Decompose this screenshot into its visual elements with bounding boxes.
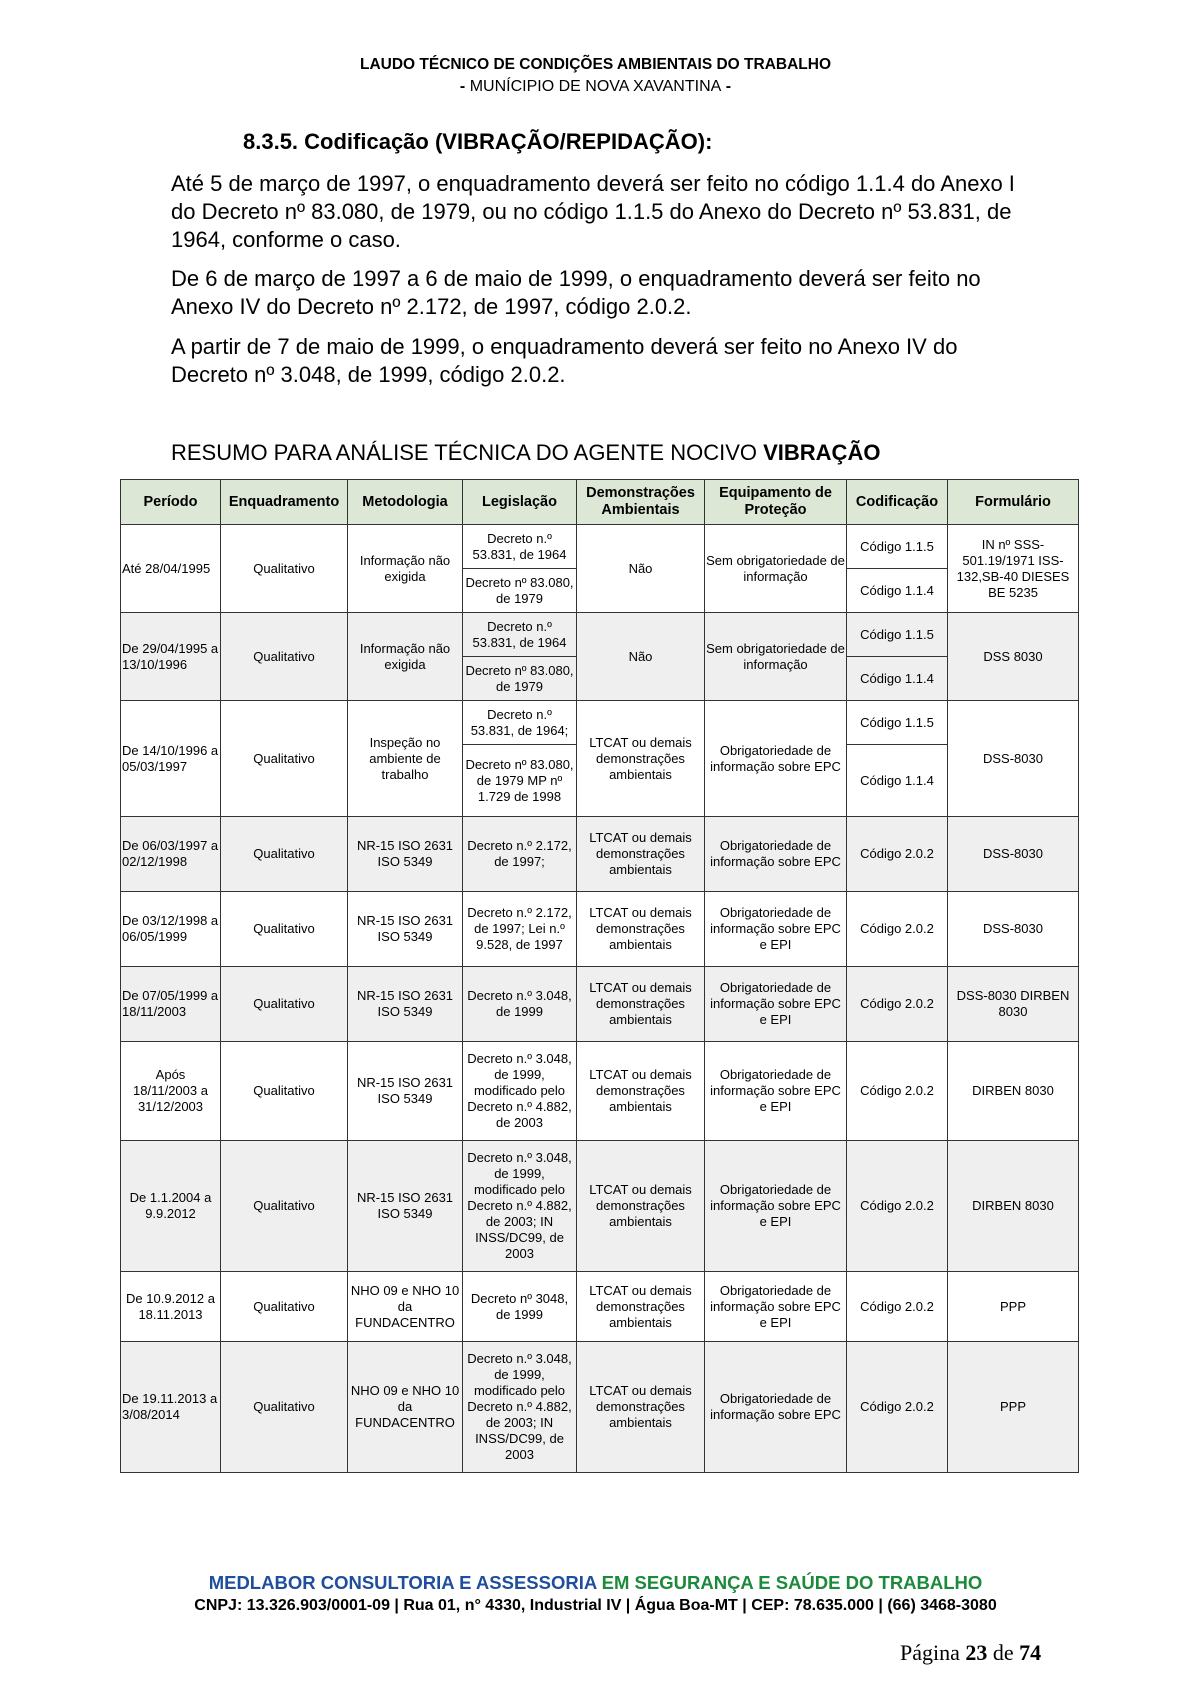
cell-enquadramento: Qualitativo bbox=[221, 1342, 348, 1473]
table-row bbox=[121, 817, 1079, 892]
column-header: Enquadramento bbox=[221, 480, 348, 525]
table-row bbox=[121, 967, 1079, 1042]
table-row bbox=[121, 1272, 1079, 1342]
cell-enquadramento: Qualitativo bbox=[221, 613, 348, 701]
document-header-title: LAUDO TÉCNICO DE CONDIÇÕES AMBIENTAIS DO TRABALHO bbox=[359, 56, 832, 73]
column-header: Codificação bbox=[847, 480, 948, 525]
cell-formulario: PPP bbox=[948, 1342, 1079, 1473]
cell-periodo: De 06/03/1997 a 02/12/1998 bbox=[121, 817, 221, 892]
paragraph-1: Até 5 de março de 1997, o enquadramento deverá ser feito no código 1.1.4 do Anexo I do Decreto nº 83.080, de 1979, ou no código 1.1.5 do Anexo do Decreto nº 53.831, de 1964, conforme o caso. bbox=[171, 171, 1015, 252]
cell-periodo: De 03/12/1998 a 06/05/1999 bbox=[121, 892, 221, 967]
table-row bbox=[121, 613, 1079, 657]
page-total: 74 bbox=[1019, 1640, 1042, 1665]
municipality-name: MUNÍCIPIO DE NOVA XAVANTINA bbox=[469, 78, 722, 95]
cell-legislacao: Decreto n.º 53.831, de 1964 bbox=[463, 525, 577, 569]
table-row bbox=[121, 1042, 1079, 1141]
footer-company-name: MEDLABOR CONSULTORIA E ASSESSORIA bbox=[208, 1572, 602, 1593]
cell-legislacao: Decreto n.º 53.831, de 1964; bbox=[463, 701, 577, 745]
cell-periodo: De 14/10/1996 a 05/03/1997 bbox=[121, 701, 221, 817]
cell-legislacao: Decreto n.º 3.048, de 1999, modificado pelo Decreto n.º 4.882, de 2003; IN INSS/DC99, de 2003 bbox=[463, 1141, 577, 1272]
cell-demonstracoes: LTCAT ou demais demonstrações ambientais bbox=[577, 1342, 705, 1473]
cell-enquadramento: Qualitativo bbox=[221, 1042, 348, 1141]
cell-enquadramento: Qualitativo bbox=[221, 525, 348, 613]
cell-legislacao: Decreto n.º 3.048, de 1999, modificado pelo Decreto n.º 4.882, de 2003 bbox=[463, 1042, 577, 1141]
cell-equipamento: Obrigatoriedade de informação sobre EPC e EPI bbox=[705, 1042, 847, 1141]
cell-formulario: DIRBEN 8030 bbox=[948, 1042, 1079, 1141]
cell-metodologia: NR-15 ISO 2631 ISO 5349 bbox=[348, 892, 463, 967]
vibration-summary-table bbox=[120, 479, 1079, 1473]
summary-title bbox=[171, 440, 880, 466]
cell-legislacao: Decreto n.º 3.048, de 1999 bbox=[463, 967, 577, 1042]
cell-codificacao: Código 2.0.2 bbox=[847, 892, 948, 967]
cell-demonstracoes: Não bbox=[577, 525, 705, 613]
footer-company-tagline: EM SEGURANÇA E SAÚDE DO TRABALHO bbox=[601, 1572, 983, 1593]
cell-codificacao: Código 2.0.2 bbox=[847, 817, 948, 892]
summary-title-emphasis: VIBRAÇÃO bbox=[763, 440, 881, 465]
table-row bbox=[121, 701, 1079, 745]
cell-periodo: Até 28/04/1995 bbox=[121, 525, 221, 613]
cell-demonstracoes: LTCAT ou demais demonstrações ambientais bbox=[577, 892, 705, 967]
page-number bbox=[900, 1640, 1041, 1666]
cell-metodologia: NR-15 ISO 2631 ISO 5349 bbox=[348, 1042, 463, 1141]
cell-enquadramento: Qualitativo bbox=[221, 892, 348, 967]
cell-formulario: DSS-8030 bbox=[948, 892, 1079, 967]
cell-metodologia: NR-15 ISO 2631 ISO 5349 bbox=[348, 1141, 463, 1272]
cell-demonstracoes: LTCAT ou demais demonstrações ambientais bbox=[577, 1042, 705, 1141]
page-of: de bbox=[987, 1640, 1020, 1665]
cell-equipamento: Obrigatoriedade de informação sobre EPC e EPI bbox=[705, 892, 847, 967]
cell-codificacao: Código 1.1.4 bbox=[847, 745, 948, 817]
column-header: Formulário bbox=[948, 480, 1079, 525]
column-header: Demonstrações Ambientais bbox=[577, 480, 705, 525]
cell-formulario: PPP bbox=[948, 1272, 1079, 1342]
cell-demonstracoes: LTCAT ou demais demonstrações ambientais bbox=[577, 1272, 705, 1342]
cell-periodo: De 29/04/1995 a 13/10/1996 bbox=[121, 613, 221, 701]
page-label: Página bbox=[900, 1640, 966, 1665]
table-row bbox=[121, 1141, 1079, 1272]
table-row bbox=[121, 892, 1079, 967]
cell-codificacao: Código 2.0.2 bbox=[847, 1141, 948, 1272]
cell-periodo: De 07/05/1999 a 18/11/2003 bbox=[121, 967, 221, 1042]
cell-demonstracoes: LTCAT ou demais demonstrações ambientais bbox=[577, 817, 705, 892]
cell-periodo: De 1.1.2004 a 9.9.2012 bbox=[121, 1141, 221, 1272]
column-header: Legislação bbox=[463, 480, 577, 525]
table-row bbox=[121, 525, 1079, 569]
cell-codificacao: Código 1.1.4 bbox=[847, 569, 948, 613]
cell-legislacao: Decreto nº 3048, de 1999 bbox=[463, 1272, 577, 1342]
cell-enquadramento: Qualitativo bbox=[221, 817, 348, 892]
page-current: 23 bbox=[965, 1640, 988, 1665]
cell-enquadramento: Qualitativo bbox=[221, 1141, 348, 1272]
cell-metodologia: Informação não exigida bbox=[348, 525, 463, 613]
cell-demonstracoes: Não bbox=[577, 613, 705, 701]
cell-enquadramento: Qualitativo bbox=[221, 701, 348, 817]
cell-codificacao: Código 2.0.2 bbox=[847, 967, 948, 1042]
column-header: Metodologia bbox=[348, 480, 463, 525]
cell-codificacao: Código 1.1.5 bbox=[847, 701, 948, 745]
cell-metodologia: Informação não exigida bbox=[348, 613, 463, 701]
cell-equipamento: Obrigatoriedade de informação sobre EPC bbox=[705, 701, 847, 817]
cell-legislacao: Decreto n.º 53.831, de 1964 bbox=[463, 613, 577, 657]
cell-metodologia: NR-15 ISO 2631 ISO 5349 bbox=[348, 967, 463, 1042]
summary-title-text: RESUMO PARA ANÁLISE TÉCNICA DO AGENTE NOCIVO bbox=[171, 440, 764, 465]
cell-periodo: De 19.11.2013 a 3/08/2014 bbox=[121, 1342, 221, 1473]
section-title: 8.3.5. Codificação (VIBRAÇÃO/REPIDAÇÃO): bbox=[243, 129, 713, 154]
table-row bbox=[121, 1342, 1079, 1473]
cell-formulario: DSS-8030 bbox=[948, 817, 1079, 892]
footer-address: CNPJ: 13.326.903/0001-09 | Rua 01, n° 4330, Industrial IV | Água Boa-MT | CEP: 78.635.000 | (66) 3468-3080 bbox=[194, 1597, 997, 1614]
footer-company bbox=[0, 1572, 1191, 1594]
cell-legislacao: Decreto nº 83.080, de 1979 bbox=[463, 569, 577, 613]
cell-enquadramento: Qualitativo bbox=[221, 967, 348, 1042]
cell-codificacao: Código 1.1.4 bbox=[847, 657, 948, 701]
cell-equipamento: Obrigatoriedade de informação sobre EPC e EPI bbox=[705, 1141, 847, 1272]
cell-codificacao: Código 2.0.2 bbox=[847, 1042, 948, 1141]
cell-equipamento: Obrigatoriedade de informação sobre EPC bbox=[705, 817, 847, 892]
cell-metodologia: NR-15 ISO 2631 ISO 5349 bbox=[348, 817, 463, 892]
cell-codificacao: Código 1.1.5 bbox=[847, 525, 948, 569]
paragraph-3: A partir de 7 de maio de 1999, o enquadramento deverá ser feito no Anexo IV do Decreto nº 3.048, de 1999, código 2.0.2. bbox=[171, 334, 958, 387]
cell-legislacao: Decreto nº 83.080, de 1979 bbox=[463, 657, 577, 701]
subtitle-prefix: - bbox=[459, 78, 470, 95]
cell-codificacao: Código 2.0.2 bbox=[847, 1342, 948, 1473]
cell-metodologia: Inspeção no ambiente de trabalho bbox=[348, 701, 463, 817]
cell-enquadramento: Qualitativo bbox=[221, 1272, 348, 1342]
cell-equipamento: Obrigatoriedade de informação sobre EPC bbox=[705, 1342, 847, 1473]
cell-metodologia: NHO 09 e NHO 10 da FUNDACENTRO bbox=[348, 1272, 463, 1342]
cell-periodo: Após 18/11/2003 a 31/12/2003 bbox=[121, 1042, 221, 1141]
cell-equipamento: Sem obrigatoriedade de informação bbox=[705, 525, 847, 613]
cell-codificacao: Código 2.0.2 bbox=[847, 1272, 948, 1342]
cell-formulario: DSS 8030 bbox=[948, 613, 1079, 701]
cell-metodologia: NHO 09 e NHO 10 da FUNDACENTRO bbox=[348, 1342, 463, 1473]
cell-legislacao: Decreto n.º 2.172, de 1997; bbox=[463, 817, 577, 892]
cell-legislacao: Decreto n.º 3.048, de 1999, modificado pelo Decreto n.º 4.882, de 2003; IN INSS/DC99, de 2003 bbox=[463, 1342, 577, 1473]
column-header: Período bbox=[121, 480, 221, 525]
cell-codificacao: Código 1.1.5 bbox=[847, 613, 948, 657]
cell-legislacao: Decreto n.º 2.172, de 1997; Lei n.º 9.528, de 1997 bbox=[463, 892, 577, 967]
table-header-row bbox=[121, 480, 1079, 525]
paragraph-2: De 6 de março de 1997 a 6 de maio de 1999, o enquadramento deverá ser feito no Anexo IV do Decreto nº 2.172, de 1997, código 2.0.2. bbox=[171, 266, 981, 319]
cell-formulario: IN nº SSS-501.19/1971 ISS-132,SB-40 DIESES BE 5235 bbox=[948, 525, 1079, 613]
document-header-subtitle bbox=[0, 78, 1191, 96]
cell-formulario: DIRBEN 8030 bbox=[948, 1141, 1079, 1272]
cell-equipamento: Obrigatoriedade de informação sobre EPC e EPI bbox=[705, 1272, 847, 1342]
cell-formulario: DSS-8030 DIRBEN 8030 bbox=[948, 967, 1079, 1042]
cell-periodo: De 10.9.2012 a 18.11.2013 bbox=[121, 1272, 221, 1342]
cell-demonstracoes: LTCAT ou demais demonstrações ambientais bbox=[577, 701, 705, 817]
column-header: Equipamento de Proteção bbox=[705, 480, 847, 525]
cell-formulario: DSS-8030 bbox=[948, 701, 1079, 817]
cell-demonstracoes: LTCAT ou demais demonstrações ambientais bbox=[577, 967, 705, 1042]
cell-equipamento: Sem obrigatoriedade de informação bbox=[705, 613, 847, 701]
cell-legislacao: Decreto nº 83.080, de 1979 MP nº 1.729 de 1998 bbox=[463, 745, 577, 817]
cell-equipamento: Obrigatoriedade de informação sobre EPC e EPI bbox=[705, 967, 847, 1042]
subtitle-suffix: - bbox=[721, 78, 732, 95]
cell-demonstracoes: LTCAT ou demais demonstrações ambientais bbox=[577, 1141, 705, 1272]
